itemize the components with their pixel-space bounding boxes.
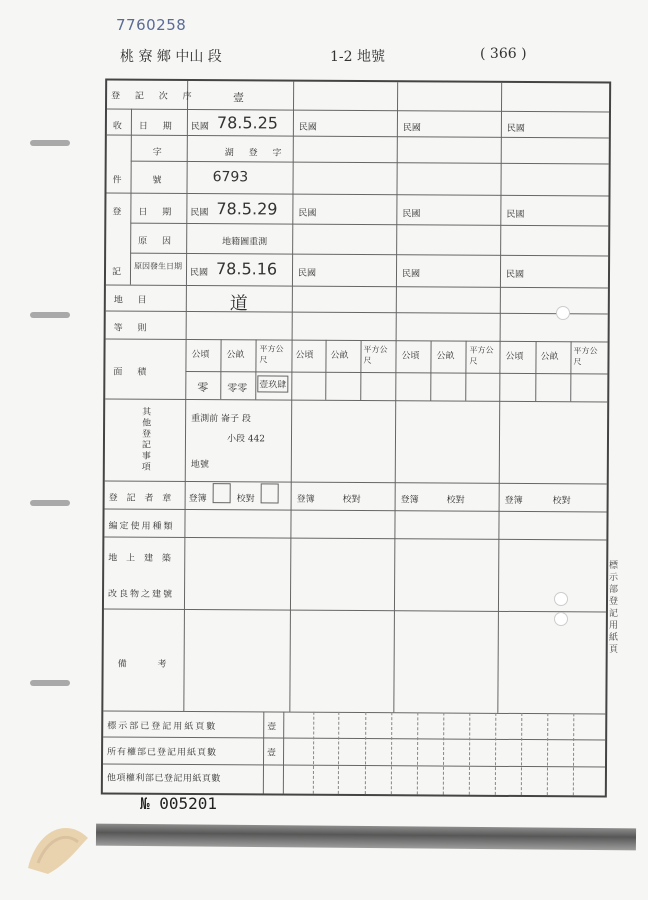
watermark-logo-icon xyxy=(18,808,98,880)
receipt-date: 78.5.25 xyxy=(216,113,279,133)
roc-col2-cause: 民國 xyxy=(297,268,317,279)
scan-edge-band xyxy=(96,824,636,851)
area-are-header: 公畝 xyxy=(226,350,245,361)
receipt-word: 湖 登 字 xyxy=(224,148,288,159)
other-items-line2: 小段 442 xyxy=(226,434,266,445)
record-label: 記 xyxy=(111,267,122,278)
receipt-date-label: 日 期 xyxy=(138,121,178,132)
registration-label: 登 xyxy=(112,207,122,218)
registrar-col-3: 登簿 xyxy=(400,495,419,506)
registrar-seal-1 xyxy=(213,483,231,503)
roc-col3-receipt: 民國 xyxy=(402,123,421,134)
designated-use-label: 編定使用種類 xyxy=(108,521,175,532)
roc-label-3: 民國 xyxy=(189,267,209,279)
owner-pages-value: 壹 xyxy=(267,748,277,759)
checker-col-2: 校對 xyxy=(342,494,361,506)
number-label: 號 xyxy=(152,175,162,186)
area-are-header-2: 公畝 xyxy=(330,350,349,361)
piece-label: 件 xyxy=(112,175,122,186)
other-items-label: 其他登記事項 xyxy=(139,406,151,473)
registration-cause: 地籍圖重測 xyxy=(222,237,268,248)
area-sqm-header-4: 平方公尺 xyxy=(573,346,598,367)
binding-mark-3 xyxy=(30,500,70,506)
receipt-number: 6793 xyxy=(212,169,249,186)
punch-hole-1 xyxy=(556,306,570,320)
other-rights-pages-label: 他項權利部已登記用紙頁數 xyxy=(106,773,221,785)
village-section-label: 桃 寮 鄉 中山 段 xyxy=(120,49,222,65)
area-sqm-value: 壹玖肆 xyxy=(257,375,288,392)
owner-pages-label: 所有權部已登記用紙頁數 xyxy=(107,747,218,759)
entry-order: 壹 xyxy=(233,91,245,105)
register-table xyxy=(101,78,611,797)
roc-col2-receipt: 民國 xyxy=(298,122,317,133)
remarks-label: 備 考 xyxy=(117,659,181,670)
punch-hole-3 xyxy=(554,612,568,626)
registration-date: 78.5.29 xyxy=(216,199,278,219)
checker-col-4: 校對 xyxy=(552,496,571,507)
cause-label: 原 因 xyxy=(138,236,178,247)
receipt-label: 收 xyxy=(112,121,122,132)
checker-col-3: 校對 xyxy=(446,495,465,506)
area-are-header-4: 公畝 xyxy=(540,352,559,363)
serial-number: 7760258 xyxy=(116,16,187,34)
area-hectare-header-3: 公頃 xyxy=(401,351,420,362)
cause-date: 78.5.16 xyxy=(215,259,278,279)
grade-label: 等 則 xyxy=(113,323,153,334)
binding-mark-4 xyxy=(30,680,70,686)
checker-col-1: 校對 xyxy=(236,494,255,505)
subsection-label: 1-2 地號 xyxy=(330,49,385,65)
area-hectare-value: 零 xyxy=(197,381,209,395)
registrar-col-4: 登簿 xyxy=(504,495,523,507)
area-are-header-3: 公畝 xyxy=(436,351,455,362)
binding-mark-2 xyxy=(30,312,70,318)
area-hectare-header-4: 公頃 xyxy=(505,351,524,363)
improvements-label: 改良物之建號 xyxy=(108,589,175,600)
area-sqm-header-2: 平方公尺 xyxy=(363,345,388,366)
area-sqm-header-3: 平方公尺 xyxy=(469,345,494,366)
side-margin-text: 標示部登記用紙頁 xyxy=(607,560,617,656)
other-items-line1: 重測前 崙子 段 xyxy=(191,413,251,425)
certificate-number: № 005201 xyxy=(140,794,218,813)
land-category-label: 地 目 xyxy=(113,295,153,306)
roc-label-2: 民國 xyxy=(190,207,209,219)
area-are-value: 零零 xyxy=(227,383,248,395)
cause-date-label: 原因發生日期 xyxy=(134,261,183,271)
roc-col4-receipt: 民國 xyxy=(506,123,525,135)
roc-col4-reg: 民國 xyxy=(506,209,525,221)
registration-date-label: 日 期 xyxy=(138,207,178,218)
checker-seal-1 xyxy=(261,483,279,503)
ownership-pages-label: 標示部已登記用紙頁數 xyxy=(107,721,218,733)
area-hectare-header: 公頃 xyxy=(191,349,210,361)
registrar-col-2: 登簿 xyxy=(296,494,315,505)
roc-col2-reg: 民國 xyxy=(298,208,317,219)
roc-col3-cause: 民國 xyxy=(401,269,421,280)
registration-order-label: 登 記 次 序 xyxy=(111,91,198,103)
area-sqm-header: 平方公尺 xyxy=(259,344,284,365)
registrar-col-1: 登簿 xyxy=(188,493,207,505)
area-hectare-header-2: 公頃 xyxy=(295,350,314,361)
area-label: 面 積 xyxy=(113,367,153,378)
lot-number: ( 366 ) xyxy=(480,46,527,62)
roc-col4-cause: 民國 xyxy=(505,269,525,281)
roc-label: 民國 xyxy=(190,121,209,133)
word-label: 字 xyxy=(152,147,162,158)
roc-col3-reg: 民國 xyxy=(402,209,421,220)
buildings-label: 地 上 建 築 xyxy=(108,553,174,564)
registrar-label: 登 記 者 章 xyxy=(108,493,175,504)
binding-mark-1 xyxy=(30,140,70,146)
land-category-value: 道 xyxy=(229,293,248,315)
other-items-line3: 地號 xyxy=(190,459,209,471)
punch-hole-2 xyxy=(554,592,568,606)
ownership-pages-value: 壹 xyxy=(267,722,277,733)
